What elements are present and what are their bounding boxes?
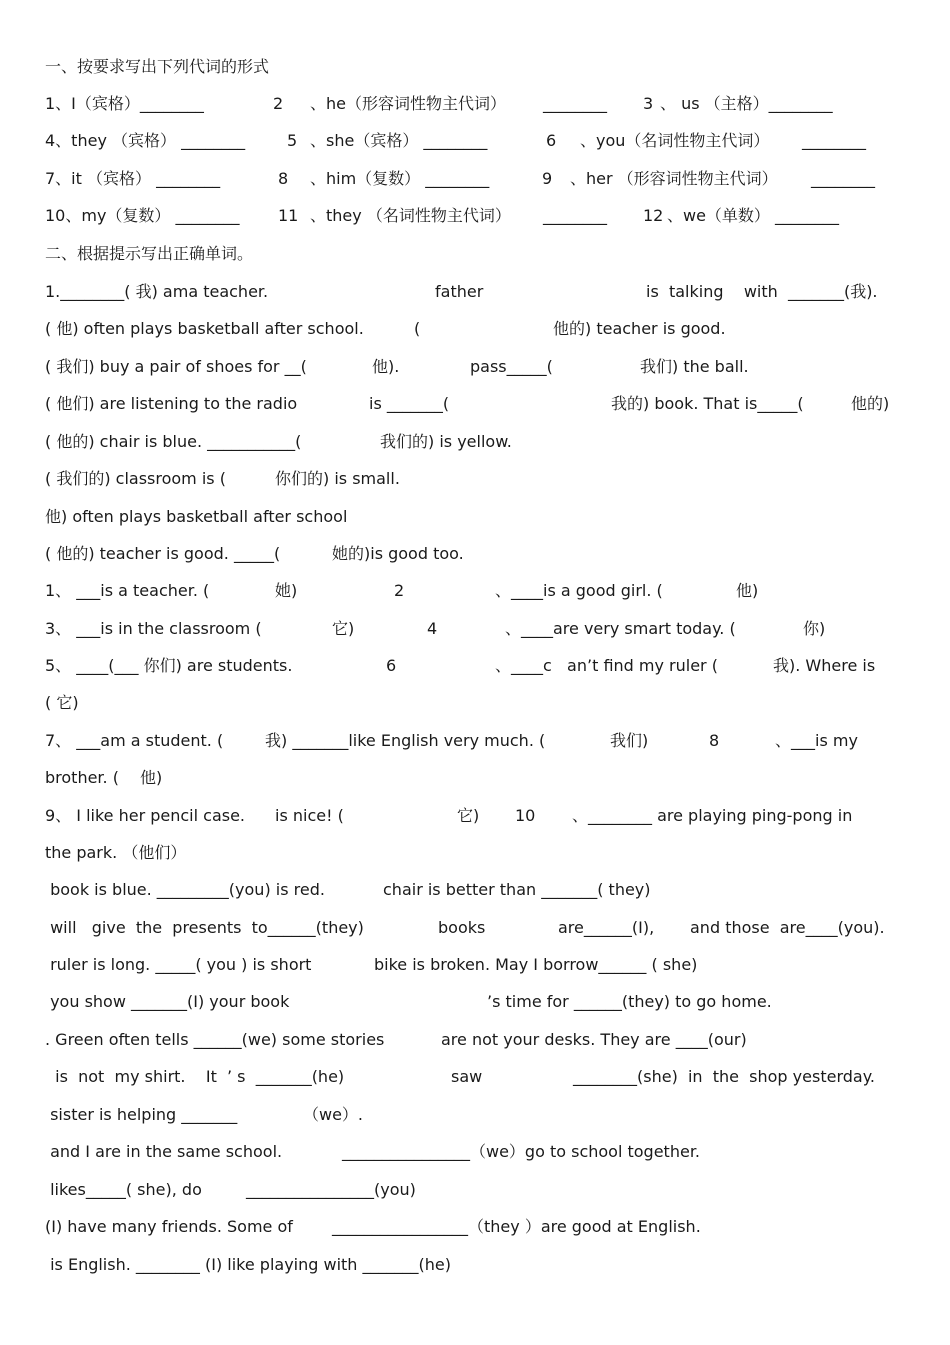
line-text: you show _______(I) your book bbox=[45, 992, 290, 1011]
line-text: 、she（宾格） ________ bbox=[310, 131, 488, 150]
line-text: 、 us （主格）________ bbox=[660, 94, 833, 113]
line-text: 1.________( 我) ama teacher. bbox=[45, 282, 269, 301]
line-text: 2 bbox=[394, 581, 405, 600]
line-text: book is blue. _________(you) is red. bbox=[45, 880, 325, 899]
line-text: 9 bbox=[542, 169, 553, 188]
line-text: 我) _______like English very much. ( bbox=[265, 731, 546, 750]
line-text: 、he（形容词性物主代词） bbox=[310, 94, 506, 113]
line-text: 我们) bbox=[610, 731, 649, 750]
line-text: 12 bbox=[643, 206, 664, 225]
line-text: ________(she) in the shop yesterday. bbox=[573, 1067, 875, 1086]
exercise-line bbox=[45, 916, 905, 940]
line-text: is nice! ( bbox=[275, 806, 344, 825]
line-text: father bbox=[435, 282, 484, 301]
line-text: 5 bbox=[287, 131, 298, 150]
exercise-line bbox=[45, 1178, 905, 1202]
line-text: ( bbox=[414, 319, 421, 338]
line-text: and I are in the same school. bbox=[45, 1142, 283, 1161]
exercise-line bbox=[45, 430, 905, 454]
line-text: brother. ( bbox=[45, 768, 119, 787]
exercise-line bbox=[45, 92, 905, 116]
line-text: is _______( bbox=[369, 394, 450, 413]
line-text: 8 bbox=[278, 169, 289, 188]
line-text: ________ bbox=[802, 131, 866, 150]
exercise-line bbox=[45, 280, 905, 304]
line-text: _________________（they ）are good at English. bbox=[332, 1217, 701, 1236]
line-text: 8 bbox=[709, 731, 720, 750]
line-text: 它) bbox=[332, 619, 355, 638]
line-text: books bbox=[438, 918, 486, 937]
line-text: will give the presents to______(they) bbox=[45, 918, 364, 937]
line-text: 他) bbox=[140, 768, 163, 787]
line-text: 一、按要求写出下列代词的形式 bbox=[45, 57, 270, 76]
exercise-line bbox=[45, 1140, 905, 1164]
exercise-line bbox=[45, 505, 905, 529]
line-text: ( 他的) chair is blue. ___________( bbox=[45, 432, 302, 451]
line-text: pass_____( bbox=[470, 357, 553, 376]
line-text: sister is helping _______ bbox=[45, 1105, 238, 1124]
line-text: . Green often tells ______(we) some stories bbox=[45, 1030, 385, 1049]
exercise-line bbox=[45, 579, 905, 603]
exercise-line bbox=[45, 617, 905, 641]
exercise-line bbox=[45, 1103, 905, 1127]
exercise-line bbox=[45, 542, 905, 566]
line-text: and those are____(you). bbox=[690, 918, 885, 937]
exercise-line bbox=[45, 355, 905, 379]
line-text: 我们的) is yellow. bbox=[380, 432, 512, 451]
section-1-title bbox=[45, 55, 905, 79]
line-text: ( 他们) are listening to the radio bbox=[45, 394, 298, 413]
line-text: 、____is a good girl. ( bbox=[495, 581, 663, 600]
line-text: 、____are very smart today. ( bbox=[505, 619, 736, 638]
line-text: are not your desks. They are ____(our) bbox=[441, 1030, 747, 1049]
line-text: 11 bbox=[278, 206, 299, 225]
line-text: 、we（单数） ________ bbox=[667, 206, 840, 225]
exercise-line bbox=[45, 129, 905, 153]
line-text: 4 bbox=[427, 619, 438, 638]
exercise-line bbox=[45, 729, 905, 753]
line-text: 9、 I like her pencil case. bbox=[45, 806, 246, 825]
line-text: ( 我们的) classroom is ( bbox=[45, 469, 226, 488]
line-text: 、him（复数） ________ bbox=[310, 169, 490, 188]
line-text: 、they （名词性物主代词） bbox=[310, 206, 511, 225]
exercise-line bbox=[45, 392, 905, 416]
line-text: is English. ________ (I) like playing with _______(he) bbox=[45, 1255, 451, 1274]
line-text: are______(I), bbox=[558, 918, 655, 937]
line-text: 他的) teacher is good. bbox=[553, 319, 726, 338]
line-text: 7、it （宾格） ________ bbox=[45, 169, 221, 188]
line-text: ’s time for ______(they) to go home. bbox=[487, 992, 772, 1011]
line-text: 、___is my bbox=[775, 731, 858, 750]
line-text: 7、 ___am a student. ( bbox=[45, 731, 224, 750]
exercise-line bbox=[45, 317, 905, 341]
line-text: 6 bbox=[386, 656, 397, 675]
line-text: the park. （他们） bbox=[45, 843, 187, 862]
line-text: ________ bbox=[811, 169, 875, 188]
exercise-line bbox=[45, 841, 905, 865]
line-text: 、her （形容词性物主代词） bbox=[570, 169, 778, 188]
line-text: is talking with _______(我). bbox=[646, 282, 878, 301]
line-text: 2 bbox=[273, 94, 284, 113]
line-text: 10 bbox=[515, 806, 536, 825]
line-text: 3 bbox=[643, 94, 654, 113]
line-text: ( 它) bbox=[45, 693, 79, 712]
line-text: (I) have many friends. Some of bbox=[45, 1217, 293, 1236]
line-text: 6 bbox=[546, 131, 557, 150]
line-text: 5、 ____(___ 你们) are students. bbox=[45, 656, 293, 675]
line-text: ________ bbox=[543, 94, 607, 113]
line-text: 我的) book. That is_____( bbox=[611, 394, 804, 413]
line-text: ruler is long. _____( you ) is short bbox=[45, 955, 312, 974]
line-text: 你) bbox=[803, 619, 826, 638]
line-text: 你们的) is small. bbox=[275, 469, 400, 488]
line-text: ( 他的) teacher is good. _____( bbox=[45, 544, 281, 563]
exercise-line bbox=[45, 1028, 905, 1052]
exercise-line bbox=[45, 691, 905, 715]
exercise-line bbox=[45, 467, 905, 491]
line-text: bike is broken. May I borrow______ ( she) bbox=[374, 955, 698, 974]
exercise-line bbox=[45, 654, 905, 678]
line-text: 她) bbox=[275, 581, 298, 600]
exercise-line bbox=[45, 167, 905, 191]
exercise-line bbox=[45, 204, 905, 228]
section-2-title bbox=[45, 242, 905, 266]
line-text: saw bbox=[451, 1067, 483, 1086]
line-text: 我们) the ball. bbox=[640, 357, 749, 376]
line-text: 我). Where is bbox=[773, 656, 876, 675]
line-text: 他的) bbox=[851, 394, 890, 413]
line-text: 她的)is good too. bbox=[332, 544, 464, 563]
line-text: 10、my（复数） ________ bbox=[45, 206, 240, 225]
line-text: 它) bbox=[457, 806, 480, 825]
line-text: 他). bbox=[372, 357, 400, 376]
exercise-line bbox=[45, 1253, 905, 1277]
line-text: 3、 ___is in the classroom ( bbox=[45, 619, 262, 638]
line-text: 、________ are playing ping-pong in bbox=[572, 806, 853, 825]
line-text: ________________（we）go to school together. bbox=[342, 1142, 701, 1161]
exercise-line bbox=[45, 990, 905, 1014]
line-text: 二、根据提示写出正确单词。 bbox=[45, 244, 254, 263]
line-text: 他) often plays basketball after school bbox=[45, 507, 348, 526]
line-text: 、____c an’t find my ruler ( bbox=[495, 656, 718, 675]
line-text: 、you（名词性物主代词） bbox=[580, 131, 770, 150]
line-text: likes_____( she), do bbox=[45, 1180, 202, 1199]
exercise-line bbox=[45, 953, 905, 977]
line-text: is not my shirt. It ’ s _______(he) bbox=[45, 1067, 345, 1086]
line-text: ________ bbox=[543, 206, 607, 225]
line-text: 1、 ___is a teacher. ( bbox=[45, 581, 210, 600]
line-text: （we）. bbox=[303, 1105, 364, 1124]
exercise-line bbox=[45, 1065, 905, 1089]
line-text: ________________(you) bbox=[246, 1180, 416, 1199]
line-text: chair is better than _______( they) bbox=[383, 880, 651, 899]
exercise-line bbox=[45, 766, 905, 790]
line-text: 4、they （宾格） ________ bbox=[45, 131, 246, 150]
exercise-line bbox=[45, 878, 905, 902]
line-text: ( 他) often plays basketball after school. bbox=[45, 319, 364, 338]
line-text: ( 我们) buy a pair of shoes for __( bbox=[45, 357, 307, 376]
exercise-line bbox=[45, 804, 905, 828]
line-text: 1、I（宾格）________ bbox=[45, 94, 204, 113]
exercise-line bbox=[45, 1215, 905, 1239]
line-text: 他) bbox=[736, 581, 759, 600]
